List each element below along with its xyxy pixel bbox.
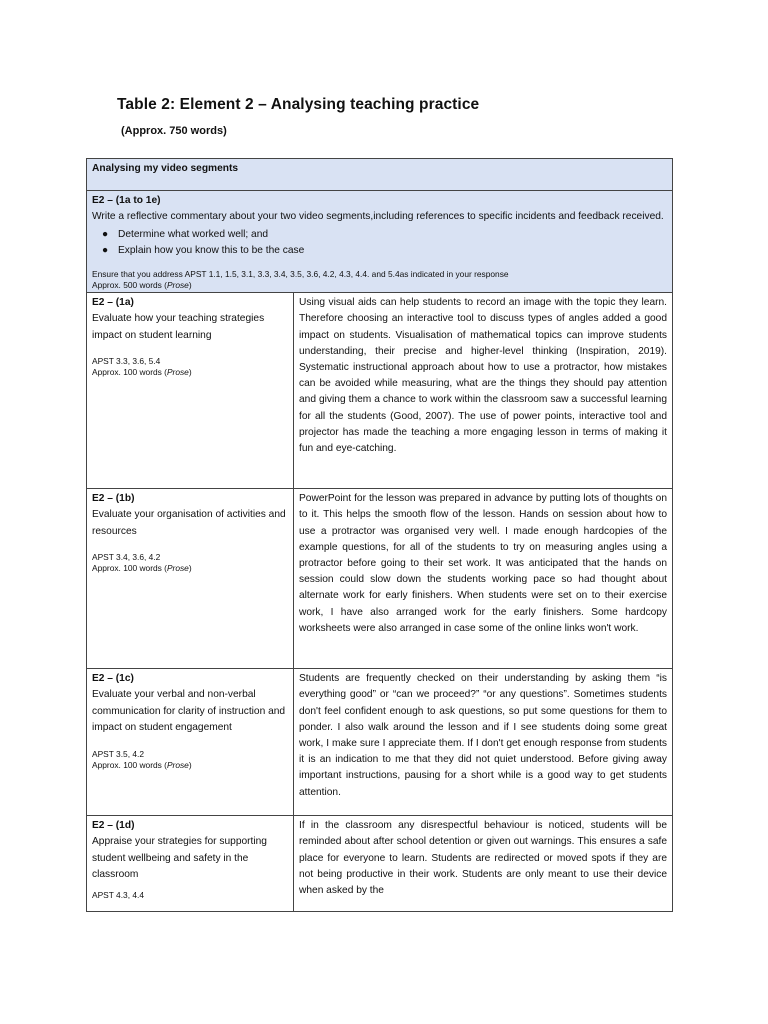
row-apst: APST 4.3, 4.4 <box>92 889 144 900</box>
page-subtitle: (Approx. 750 words) <box>121 125 227 137</box>
response-cell: Using visual aids can help students to record an image with the topic they learn. Therefore choosing an interactive tool to discuss types of angles added a good impact on students. Visualisation of mathematical topics can improve students understanding, their precise and higher-level thinking (Inspiration, 2019). Systematic instructional approach about how to use a protractor, how mistakes can be avoided while measuring, what are the things they should pay attention and giving them a chance to work within the classroom saw a successful learning for all the students (Good, 2007). The use of power points, interactive tool and projector has made the teaching a more engaging lesson in terms of making it fun and eye-catching. <box>294 293 673 489</box>
table-row <box>87 293 673 489</box>
page-title: Table 2: Element 2 – Analysing teaching practice <box>117 96 480 113</box>
row-prompt: Appraise your strategies for supporting student wellbeing and safety in the classroom <box>92 836 267 881</box>
table-header-row <box>87 159 673 191</box>
intro-cell <box>87 191 673 293</box>
bullet-icon: ● <box>102 244 109 256</box>
row-code: E2 – (1b) <box>92 493 135 505</box>
prompt-cell <box>87 293 294 489</box>
row-apst: APST 3.5, 4.2 <box>92 748 144 759</box>
table-row <box>87 669 673 816</box>
prompt-cell <box>87 816 294 912</box>
row-apst: APST 3.3, 3.6, 5.4 <box>92 356 161 367</box>
row-code: E2 – (1a) <box>92 297 134 309</box>
list-item: ● Explain how you know this to be the case <box>102 243 667 259</box>
row-code: E2 – (1d) <box>92 820 135 832</box>
response-cell: Students are frequently checked on their understanding by asking them “is everything good” or “can we proceed?” “or any questions”. Sometimes students don't feel confident enough to ask questions, so put some questions for them to ponder. I also walk around the lesson and if I see students doing some great work, I make sure I appreciate them. If I don't get enough response from students it is an indication to me that they did not quiet understood. Before giving away important instructions, pausing for a short while is a good way to get students attention. <box>294 669 673 816</box>
intro-instruction: Write a reflective commentary about your two video segments,including references to specific incidents and feedback received. <box>92 211 664 223</box>
row-word-count: Approx. 100 words (Prose) <box>92 563 192 574</box>
intro-bullet-list <box>92 227 667 260</box>
row-prompt: Evaluate your verbal and non-verbal communication for clarity of instruction and impact on student engagement <box>92 689 286 734</box>
section-header: Analysing my video segments <box>87 159 673 191</box>
response-cell: If in the classroom any disrespectful behaviour is noticed, students will be reminded about after school detention or given out warnings. This ensures a safe place for everyone to learn. Students are redirected or moved spots if they are not being productive in their work. Students are only meant to use their device when asked by the <box>294 816 673 912</box>
intro-code: E2 – (1a to 1e) <box>92 195 161 206</box>
apst-note: Ensure that you address APST 1.1, 1.5, 3.1, 3.3, 3.4, 3.5, 3.6, 4.2, 4.3, 4.4. and 5.4as indicated in your response <box>92 269 509 280</box>
prompt-cell <box>87 669 294 816</box>
prompt-cell <box>87 489 294 669</box>
bullet-icon: ● <box>102 228 109 240</box>
analysis-table <box>86 158 673 912</box>
list-item: ● Determine what worked well; and <box>102 227 667 243</box>
word-count-note: Approx. 500 words (Prose) <box>92 280 192 291</box>
row-prompt: Evaluate your organisation of activities and resources <box>92 509 286 537</box>
table-row <box>87 489 673 669</box>
row-prompt: Evaluate how your teaching strategies impact on student learning <box>92 313 265 341</box>
row-word-count: Approx. 100 words (Prose) <box>92 367 192 378</box>
row-apst: APST 3.4, 3.6, 4.2 <box>92 552 161 563</box>
row-code: E2 – (1c) <box>92 673 134 685</box>
table-row <box>87 816 673 912</box>
row-word-count: Approx. 100 words (Prose) <box>92 759 192 770</box>
intro-row <box>87 191 673 293</box>
response-cell: PowerPoint for the lesson was prepared in advance by putting lots of thoughts on to it. This helps the smooth flow of the lesson. Hands on session about how to use a protractor was organised very well. I made enough hardcopies of the example questions, for all of the students to try on measuring angles using a protractor before going to their set work. It was anticipated that the hands on session could slow down the students working pace so had thought about alternate work for early finishers. When students were set on to their exercise work, I have also arranged work for the early finishers. Some hardcopy worksheets were also arranged in case some of the online links won't work. <box>294 489 673 669</box>
